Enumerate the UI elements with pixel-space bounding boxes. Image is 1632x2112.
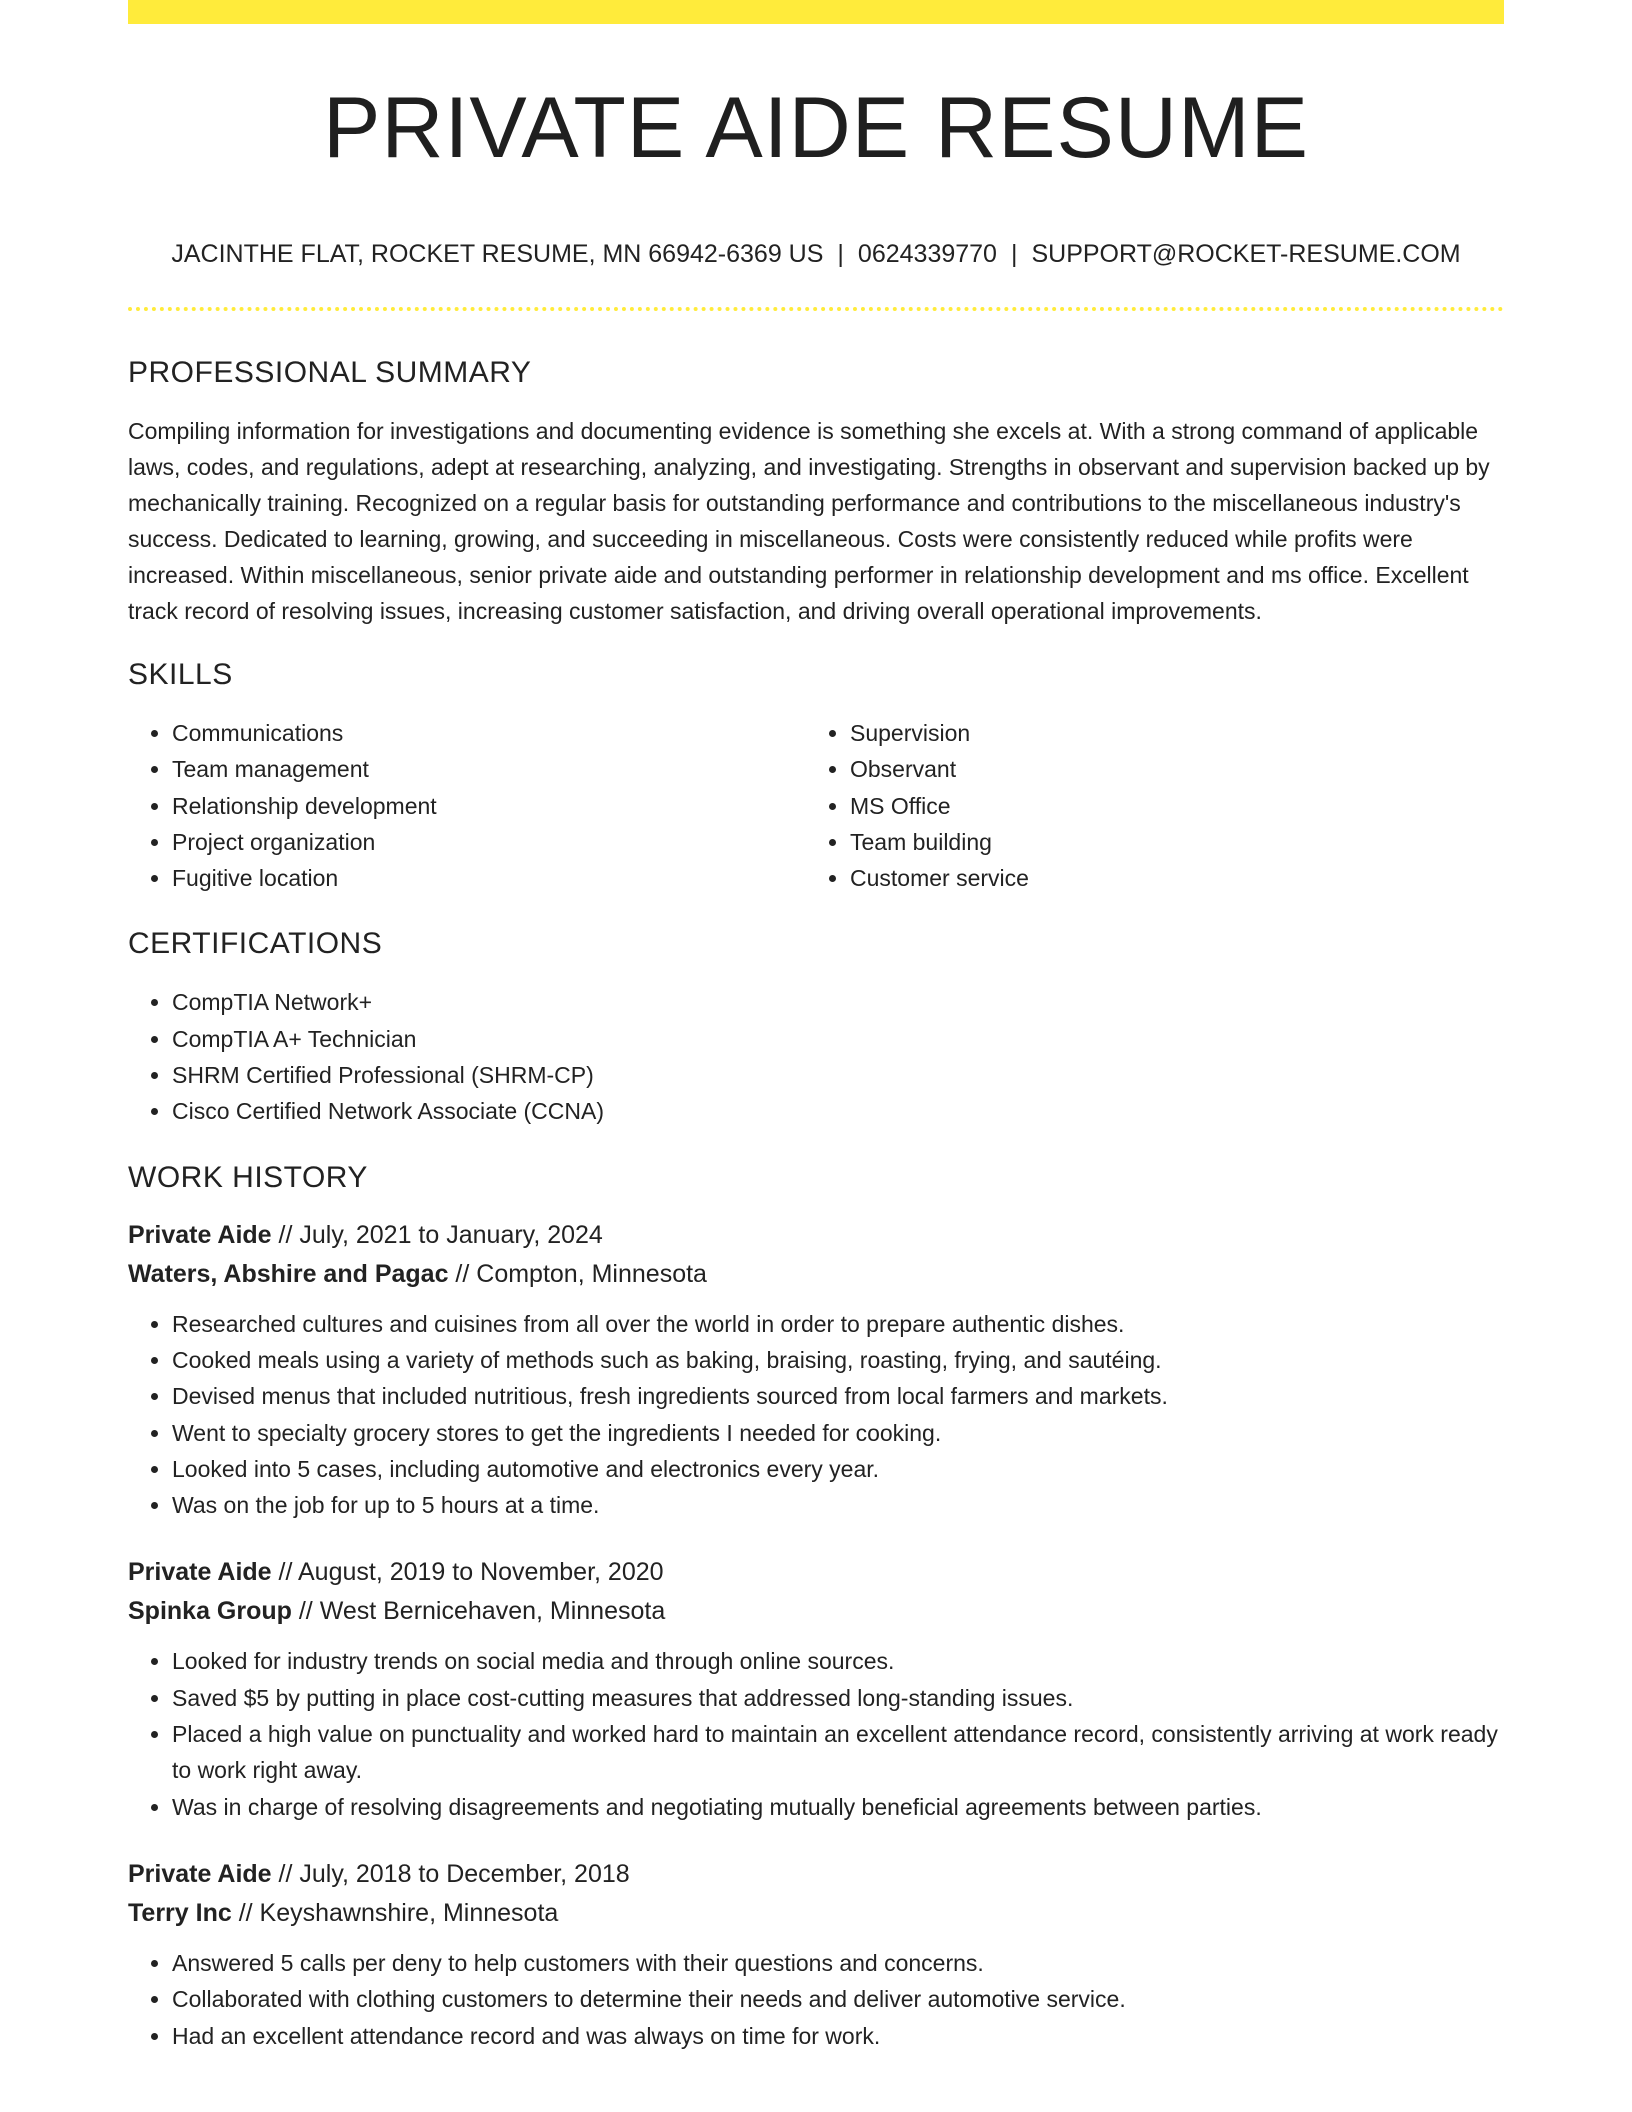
skills-left-list (128, 715, 806, 896)
contact-address: JACINTHE FLAT, ROCKET RESUME, MN 66942-6369 US (171, 240, 824, 268)
skill-item: • Observant (850, 751, 1484, 787)
job-bullet: • Was on the job for up to 5 hours at a time. (172, 1487, 1504, 1523)
skills-right-list (806, 715, 1484, 896)
job-bullet: • Saved $5 by putting in place cost-cutting measures that addressed long-standing issues. (172, 1680, 1504, 1716)
job-bullet: • Collaborated with clothing customers to determine their needs and deliver automotive service. (172, 1981, 1504, 2017)
certification-item: • CompTIA Network+ (172, 984, 1504, 1020)
job-title: Private Aide (128, 1220, 272, 1249)
skill-item: • Supervision (850, 715, 1484, 751)
contact-separator: | (1010, 240, 1018, 268)
skill-item: • MS Office (850, 788, 1484, 824)
job-bullet: • Answered 5 calls per deny to help customers with their questions and concerns. (172, 1945, 1504, 1981)
contact-email: SUPPORT@ROCKET-RESUME.COM (1031, 240, 1461, 268)
job-company: Terry Inc (128, 1898, 232, 1927)
job-dates: // July, 2021 to January, 2024 (271, 1220, 603, 1249)
resume-title: PRIVATE AIDE RESUME (323, 80, 1309, 176)
job-dates: // August, 2019 to November, 2020 (271, 1558, 664, 1587)
job-bullet-list (128, 1945, 1504, 2054)
job-bullet: • Researched cultures and cuisines from all over the world in order to prepare authentic dishes. (172, 1306, 1504, 1342)
job-company-line (128, 1255, 1504, 1294)
job-title-line (128, 1553, 1504, 1592)
job-company: Spinka Group (128, 1597, 292, 1626)
job-title-line (128, 1216, 1504, 1255)
job-title: Private Aide (128, 1859, 272, 1888)
job-company-line (128, 1894, 1504, 1933)
resume-page (128, 0, 1504, 2054)
skills-columns (128, 715, 1504, 896)
work-history-heading: WORK HISTORY (128, 1160, 368, 1194)
skill-item: • Team management (172, 751, 806, 787)
job-bullet-list (128, 1306, 1504, 1524)
certifications-list (128, 984, 1504, 1129)
contact-separator: | (837, 240, 844, 268)
contact-phone: 0624339770 (857, 240, 997, 268)
job-location: // West Bernicehaven, Minnesota (291, 1597, 666, 1626)
job-location: // Keyshawnshire, Minnesota (231, 1898, 559, 1927)
job-company-line (128, 1592, 1504, 1631)
job-entry (128, 1553, 1504, 1824)
job-bullet: • Cooked meals using a variety of methods such as baking, braising, roasting, frying, and sautéing. (172, 1342, 1504, 1378)
summary-text: Compiling information for investigations and documenting evidence is something she excels at. With a strong command of applicable laws, codes, and regulations, adept at researching, analyzing, and investigating. Strengths in observant and supervision backed up by mechanically training. Recognized on a regular basis for outstanding performance and contributions to the miscellaneous industry's success. Dedicated to learning, growing, and succeeding in miscellaneous. Costs were consistently reduced while profits were increased. Within miscellaneous, senior private aide and outstanding performer in relationship development and ms office. Excellent track record of resolving issues, increasing customer satisfaction, and driving overall operational improvements. (128, 418, 1490, 624)
job-title: Private Aide (128, 1558, 272, 1587)
job-bullet: • Placed a high value on punctuality and worked hard to maintain an excellent attendance record, consistently arriving at work ready to work right away. (172, 1716, 1504, 1789)
skill-item: • Relationship development (172, 788, 806, 824)
certifications-heading: CERTIFICATIONS (128, 927, 383, 961)
skills-heading: SKILLS (128, 658, 233, 691)
skill-item: • Team building (850, 824, 1484, 860)
dotted-divider (128, 307, 1504, 311)
certification-item: • CompTIA A+ Technician (172, 1021, 1504, 1057)
job-bullet-list (128, 1643, 1504, 1824)
top-accent-bar (128, 0, 1504, 24)
job-title-line (128, 1855, 1504, 1894)
summary-heading: PROFESSIONAL SUMMARY (128, 356, 532, 389)
job-entry (128, 1855, 1504, 2054)
job-bullet: • Looked for industry trends on social media and through online sources. (172, 1643, 1504, 1679)
job-location: // Compton, Minnesota (448, 1259, 707, 1288)
job-bullet: • Had an excellent attendance record and was always on time for work. (172, 2018, 1504, 2054)
job-entry (128, 1216, 1504, 1524)
job-dates: // July, 2018 to December, 2018 (271, 1859, 630, 1888)
skill-item: • Customer service (850, 860, 1484, 896)
job-bullet: • Looked into 5 cases, including automotive and electronics every year. (172, 1451, 1504, 1487)
job-bullet: • Went to specialty grocery stores to get the ingredients I needed for cooking. (172, 1415, 1504, 1451)
skill-item: • Fugitive location (172, 860, 806, 896)
job-company: Waters, Abshire and Pagac (128, 1259, 449, 1288)
skill-item: • Project organization (172, 824, 806, 860)
certification-item: • Cisco Certified Network Associate (CCNA) (172, 1093, 1504, 1129)
certification-item: • SHRM Certified Professional (SHRM-CP) (172, 1057, 1504, 1093)
skill-item: • Communications (172, 715, 806, 751)
job-bullet: • Was in charge of resolving disagreements and negotiating mutually beneficial agreements between parties. (172, 1789, 1504, 1825)
contact-line (128, 238, 1504, 270)
job-bullet: • Devised menus that included nutritious, fresh ingredients sourced from local farmers and markets. (172, 1378, 1504, 1414)
